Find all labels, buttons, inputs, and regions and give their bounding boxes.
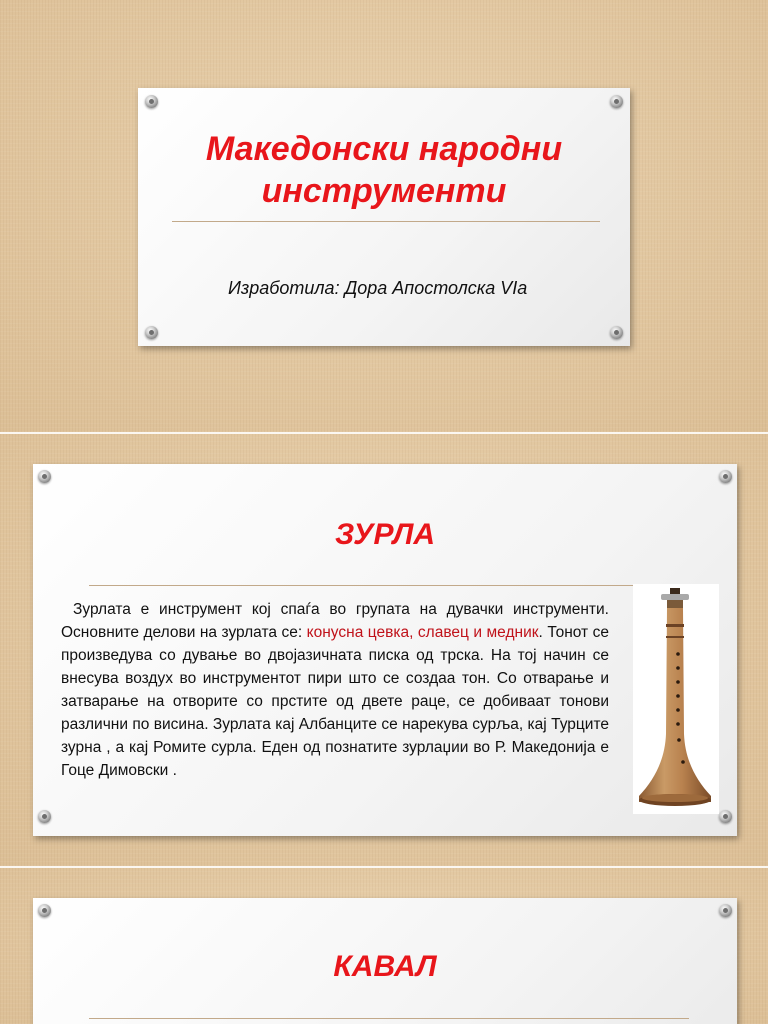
presentation-title-line1: Македонски народни: [205, 130, 563, 168]
zurla-description: [61, 598, 609, 782]
zurla-text-part1: Зурлата е инструмент кој спаѓа во групата на дувачки инструменти. Основните делови на зурлата се:: [61, 601, 609, 641]
title-divider: [172, 221, 600, 222]
pin-icon: [145, 326, 158, 339]
zurla-divider: [89, 585, 633, 586]
slide-title: [0, 0, 768, 432]
author-line: Изработила: Дора Апостолска VIa: [228, 278, 528, 298]
kaval-heading: КАВАЛ: [333, 950, 437, 983]
zurla-parts-highlight: конусна цевка, славец и медник: [306, 624, 539, 641]
zurla-card: [33, 464, 737, 836]
slide-kaval: [0, 868, 768, 1024]
pin-icon: [38, 470, 51, 483]
slide-zurla: [0, 434, 768, 866]
pin-icon: [38, 810, 51, 823]
pin-icon: [610, 326, 623, 339]
pin-icon: [719, 810, 732, 823]
pin-icon: [38, 904, 51, 917]
kaval-divider: [89, 1018, 689, 1019]
pin-icon: [719, 904, 732, 917]
pin-icon: [145, 95, 158, 108]
kaval-card: [33, 898, 737, 1024]
zurla-text-part2: . Тонот се произведува со дување во двојазичната писка од трска. На тој начин се внесува воздух во инструментот пири што се создаа тон. Со отварање и затварање на отворите со прстите од двете раце, се добиваат тонови различни по висина. Зурлата кај Албанците се нарекува сурља, кај Турците зурна , а кај Ромите сурла. Еден од познатите зурлаџии во Р. Македонија е Гоце Димовски .: [61, 624, 609, 779]
presentation-title-line2: инструменти: [261, 172, 507, 210]
title-card: [138, 88, 630, 346]
pin-icon: [719, 470, 732, 483]
zurla-instrument-image: [633, 584, 719, 814]
zurla-heading: ЗУРЛА: [335, 518, 435, 551]
pin-icon: [610, 95, 623, 108]
